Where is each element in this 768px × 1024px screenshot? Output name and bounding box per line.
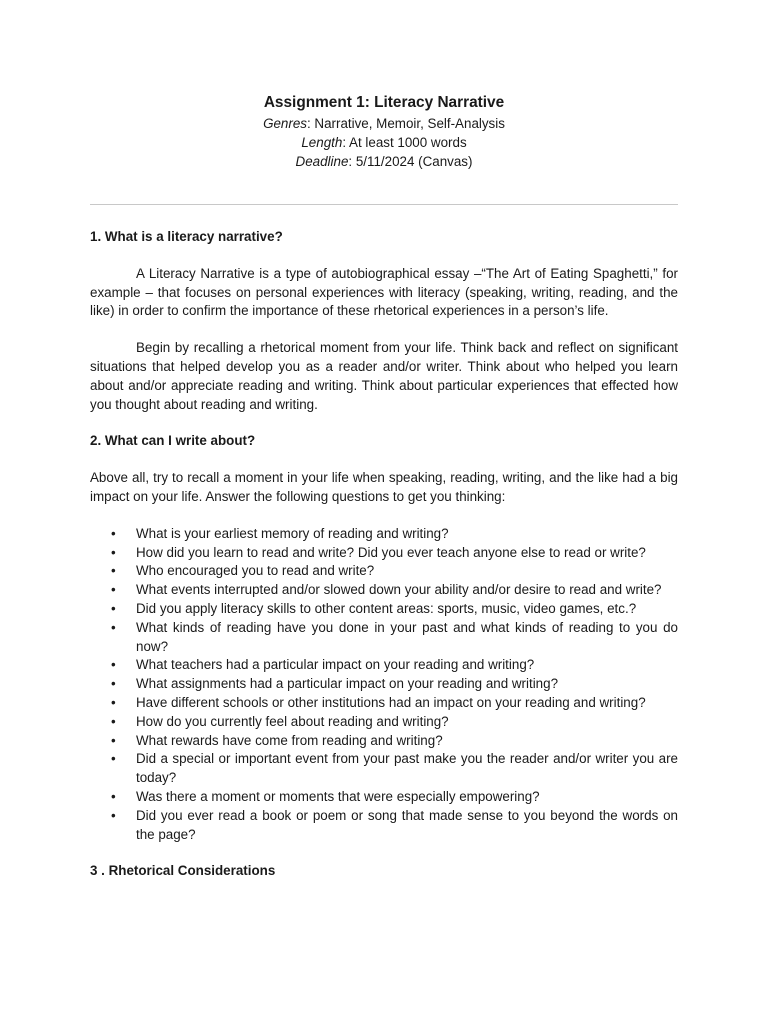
list-item: • Did you ever read a book or poem or song that made sense to you beyond the words on the page?	[90, 807, 678, 845]
list-item: • Did you apply literacy skills to other content areas: sports, music, video games, etc.?	[90, 600, 678, 619]
assignment-title: Assignment 1: Literacy Narrative	[263, 94, 505, 111]
deadline-label: Deadline	[295, 154, 349, 169]
questions-list	[90, 525, 678, 845]
list-item: • What rewards have come from reading and writing?	[90, 732, 678, 751]
length-label: Length	[301, 135, 343, 150]
list-item: • Did a special or important event from your past make you the reader and/or writer you are today?	[90, 750, 678, 788]
section-3-heading: 3 . Rhetorical Considerations	[90, 863, 276, 879]
deadline-value: : 5/11/2024 (Canvas)	[348, 154, 473, 169]
list-item: • What assignments had a particular impact on your reading and writing?	[90, 675, 678, 694]
genres-value: : Narrative, Memoir, Self-Analysis	[306, 116, 505, 131]
genres-label: Genres	[263, 116, 307, 131]
length-line	[90, 133, 678, 152]
list-item: • What kinds of reading have you done in your past and what kinds of reading to you do now?	[90, 619, 678, 657]
document-page	[90, 93, 678, 881]
list-item: • Have different schools or other institutions had an impact on your reading and writing?	[90, 694, 678, 713]
deadline-line	[90, 152, 678, 171]
list-item: • How do you currently feel about reading and writing?	[90, 713, 678, 732]
length-value: : At least 1000 words	[342, 135, 467, 150]
list-item: • Who encouraged you to read and write?	[90, 562, 678, 581]
list-item: • What teachers had a particular impact on your reading and writing?	[90, 656, 678, 675]
genres-line	[90, 114, 678, 133]
section-1-paragraph-2: Begin by recalling a rhetorical moment from your life. Think back and reflect on significant situations that helped develop you as a reader and/or writer. Think about who helped you learn about and/or appreciate reading and writing. Think about particular experiences that effected how you thought about reading and writing.	[90, 340, 678, 412]
list-item: • Was there a moment or moments that were especially empowering?	[90, 788, 678, 807]
list-item: • How did you learn to read and write? Did you ever teach anyone else to read or write?	[90, 544, 678, 563]
list-item: • What events interrupted and/or slowed down your ability and/or desire to read and write?	[90, 581, 678, 600]
section-1-paragraph-1: A Literacy Narrative is a type of autobiographical essay –“The Art of Eating Spaghetti,” for example – that focuses on personal experiences with literacy (speaking, writing, reading, and the like) in order to confirm the importance of these rhetorical experiences in a person’s life.	[90, 265, 678, 319]
section-2-intro: Above all, try to recall a moment in your life when speaking, reading, writing, and the like had a big impact on your life. Answer the following questions to get you thinking:	[90, 470, 678, 504]
section-1-heading: 1. What is a literacy narrative?	[90, 229, 283, 244]
assignment-header	[90, 93, 678, 171]
section-2-heading: 2. What can I write about?	[90, 433, 256, 449]
list-item: • What is your earliest memory of reading and writing?	[90, 525, 678, 544]
horizontal-divider	[90, 204, 678, 205]
